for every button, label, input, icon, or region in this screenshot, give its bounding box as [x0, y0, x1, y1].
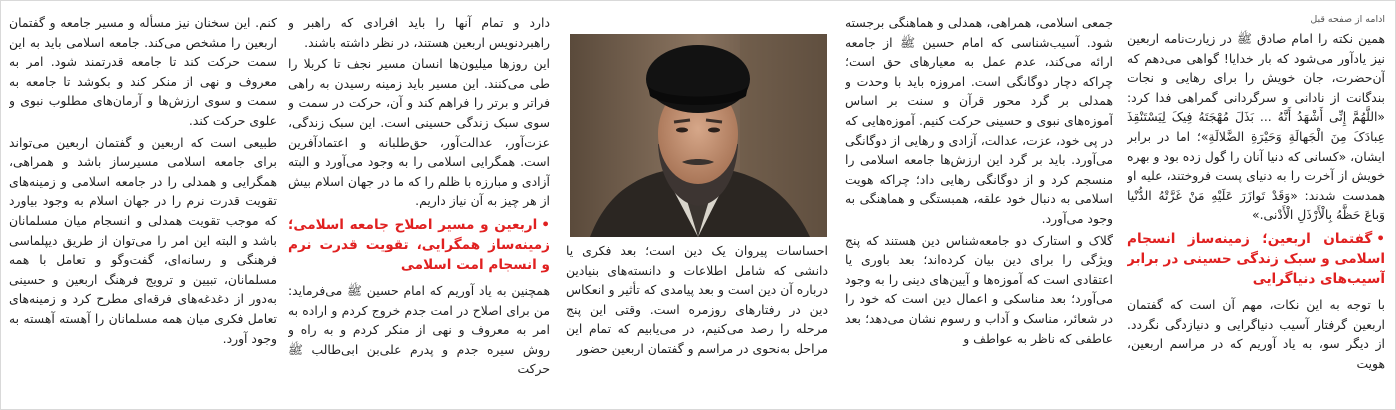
paragraph: جمعی اسلامی، همراهی، همدلی و هماهنگی برجسته شود. آسیب‌شناسی که امام حسین ﷺ از جامعه ارائه می‌کند، عدم عمل به معیارهای حق است؛ چراکه دچار دوگانگی است. امروزه باید با وحدت و همدلی بر گرد محور قرآن و سنت بر اساس آموزه‌های نبوی و حسینی حرکت کنیم. آموزه‌هایی که در پی خود، عزت، عدالت، آزادی و رهایی از دوگانگی می‌آورد. باید بر گرد این ارزش‌ها جامعه اسلامی را منسجم کرد و از دوگانگی رهایی داد؛ چراکه هویت اسلامی به دنبال خود علقه، همبستگی و هماهنگی به وجود می‌آورد. [845, 15, 1113, 226]
paragraph: دارد و تمام آنها را باید افرادی که راهبر و راهبردنویس اربعین هستند، در نظر داشته باشند. [288, 15, 550, 50]
portrait-illustration [570, 34, 827, 237]
paragraph: احساسات پیروان یک دین است؛ بعد فکری یا دانشی که شامل اطلاعات و دانسته‌های بنیادین درباره آن دین است و بعد پیامدی که تأثیر و انعکاس دین در رفتارهای روزمره است. وقتی این پنج مرحله را رصد می‌کنیم، در می‌یابیم که تمام این مراحل به‌نحوی در مراسم و گفتمان اربعین حضور [566, 243, 828, 356]
subheading [288, 215, 550, 275]
paragraph: با توجه به این نکات، مهم آن است که گفتمان اربعین گرفتار آسیب دنیاگرایی و دنیازدگی نگردد. از دیگر سو، به یاد آوریم که در مراسم اربعین، هویت [1127, 296, 1385, 371]
article-column-2 [845, 13, 1113, 401]
paragraph: کنم. این سخنان نیز مسأله و مسیر جامعه و گفتمان اربعین را مشخص می‌کند. جامعه اسلامی باید به این سمت حرکت کند تا جامعه قدرتمند شود. امر به معروف و نهی از منکر کند و بکوشد تا جامعه به سمت و سوی ارزش‌ها و آرمان‌های مطلوب نبوی و علوی حرکت کند. [9, 15, 277, 128]
subheading-text: اربعین و مسیر اصلاح جامعه اسلامی؛ زمینه‌ساز همگرایی، تقویت قدرت نرم و انسجام امت اسلامی [288, 216, 550, 273]
continued-label: ادامه از صفحه قبل [1310, 14, 1385, 25]
paragraph: گلاک و استارک دو جامعه‌شناس دین هستند که پنج ویژگی را برای دین بیان کرده‌اند؛ بعد باوری یا اعتقادی است که آموزه‌ها و آیین‌های دینی را به وجود می‌آورد؛ بعد مناسکی و اعمال دین است که خود را در شعائر، مناسک و آداب و رسوم نشان می‌دهد؛ بعد عاطفی که ناظر به عواطف و [845, 232, 1113, 346]
bullet-icon: • [1376, 230, 1385, 247]
article-column-4 [288, 13, 550, 401]
bullet-icon: • [541, 216, 550, 233]
paragraph: این روزها میلیون‌ها انسان مسیر نجف تا کربلا را طی می‌کنند. این مسیر باید زمینه رسیدن به راهی فراتر و برتر را فراهم کند و آن، حرکت در سمت و سوی سبک زندگی حسینی است. این سبک زندگی، عزت‌آور، عدالت‌آور، حق‌طلبانه و اعتمادآفرین است. همگرایی اسلامی را به وجود می‌آورد و البته آزادی و مبارزه با ظلم را که ما در جهان اسلام بیش از هر چیز به آن نیاز داریم. [288, 56, 550, 209]
paragraph: همچنین به یاد آوریم که امام حسین ﷺ می‌فرماید: من برای اصلاح در امت جدم خروج کردم و اراده به امر به معروف و نهی از منکر کردم و به راه و روش سیره جدم و پدرم علی‌بن ابی‌طالب ﷺ حرکت [288, 282, 550, 377]
article-column-5 [9, 13, 277, 401]
article-column-1 [1127, 13, 1385, 401]
article-column-3 [566, 241, 828, 401]
subheading [1127, 229, 1385, 289]
cleric-portrait-photo [570, 34, 827, 237]
paragraph: همین نکته را امام صادق ﷺ در زیارت‌نامه اربعین نیز یادآور می‌شود که بار خدایا! گواهی می‌دهم که آن‌حضرت، جان خویش را برای رهایی و نجات بندگانت از نادانی و سرگردانی گمراهی فدا کرد: «اللَّهُمَّ إِنِّی أَشْهَدُ أَنَّهُ ... بَذَلَ مُهْجَتَهُ فِیکَ لِیَسْتَنْقِذَ عِبادَکَ مِنَ الْجَهالَةِ وَحَیْرَةِ الضَّلالَةِ»؛ اما در برابر ایشان، «کسانی که دنیا آنان را گول زده بود و بهره خویش از آخرت را به دنیای پست فروختند، علیه او همدست شدند: «وَقَدْ تَوازَرَ عَلَیْهِ مَنْ غَرَّتْهُ الدُّنْیا وَباعَ حَظَّهُ بِالْأَرْذَلِ الْأَدْنی.» [1127, 31, 1385, 223]
paragraph: طبیعی است که اربعین و گفتمان اربعین می‌تواند برای جامعه اسلامی مسیرساز باشد و همراهی، همگرایی و همدلی را در جامعه اسلامی و زمینه‌های تقویت قدرت نرم را در جهان اسلام به وجود بیاورد که موجب تقویت همدلی و انسجام میان مسلمانان باشد و البته این امر را می‌توان از طریق دیپلماسی فرهنگی و رسانه‌ای، گفت‌وگو و تعامل با همه مسلمانان، تبیین و ترویج فرهنگ اربعین و حسینی به‌دور از دغدغه‌های فرقه‌ای مطرح کرد و زمینه‌های تعامل فکری میان همه مسلمانان را آهسته آهسته به وجود آورد. [9, 134, 277, 346]
subheading-text: گفتمان اربعین؛ زمینه‌ساز انسجام اسلامی و سبک زندگی حسینی در برابر آسیب‌های دنیاگرایی [1127, 230, 1385, 287]
